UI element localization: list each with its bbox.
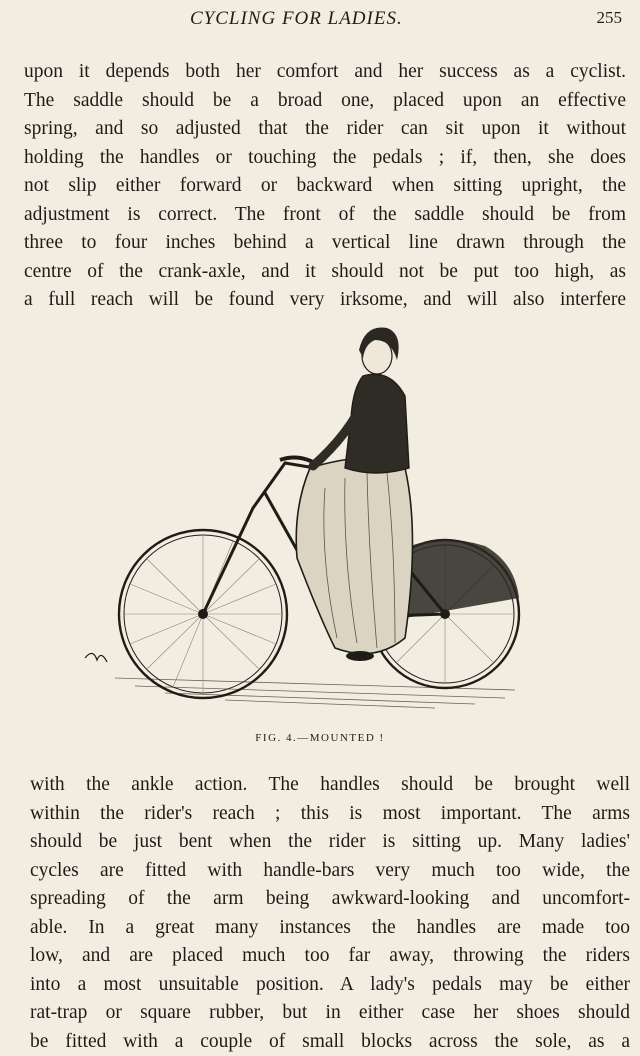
text-line: able. In a great many instances the handles are made too <box>30 914 630 943</box>
text-line: not slip either forward or backward when sitting upright, the <box>24 172 626 201</box>
text-line: with the ankle action. The handles should be brought well <box>30 771 630 800</box>
text-line: centre of the crank-axle, and it should not be put too high, as <box>24 258 626 287</box>
text-line: adjustment is correct. The front of the saddle should be from <box>24 201 626 230</box>
text-line: cycles are fitted with handle-bars very much too wide, the <box>30 857 630 886</box>
page-header <box>0 6 640 32</box>
running-head: CYCLING FOR LADIES. <box>190 8 403 30</box>
rider-foot <box>346 651 374 661</box>
page-number: 255 <box>597 8 623 28</box>
text-line: upon it depends both her comfort and her success as a cyclist. <box>24 58 626 87</box>
text-line: spreading of the arm being awkward-looking and uncomfort- <box>30 885 630 914</box>
figure-caption: FIG. 4.—MOUNTED ! <box>0 732 640 744</box>
text-line: holding the handles or touching the pedals ; if, then, she does <box>24 144 626 173</box>
text-line: low, and are placed much too far away, throwing the riders <box>30 942 630 971</box>
text-line: rat-trap or square rubber, but in either case her shoes should <box>30 999 630 1028</box>
bicycle-illustration <box>75 318 545 718</box>
text-line: The saddle should be a broad one, placed upon an effective <box>24 87 626 116</box>
artist-monogram <box>85 653 107 662</box>
text-line: should be just bent when the rider is sitting up. Many ladies' <box>30 828 630 857</box>
text-line: be fitted with a couple of small blocks across the sole, as a <box>30 1028 630 1056</box>
bottom-paragraph <box>30 771 630 1056</box>
text-line: a full reach will be found very irksome, and will also interfere <box>24 286 626 315</box>
text-line: three to four inches behind a vertical line drawn through the <box>24 229 626 258</box>
text-line: within the rider's reach ; this is most important. The arms <box>30 800 630 829</box>
top-paragraph <box>24 58 626 315</box>
text-line: into a most unsuitable position. A lady's pedals may be either <box>30 971 630 1000</box>
text-line: spring, and so adjusted that the rider can sit upon it without <box>24 115 626 144</box>
